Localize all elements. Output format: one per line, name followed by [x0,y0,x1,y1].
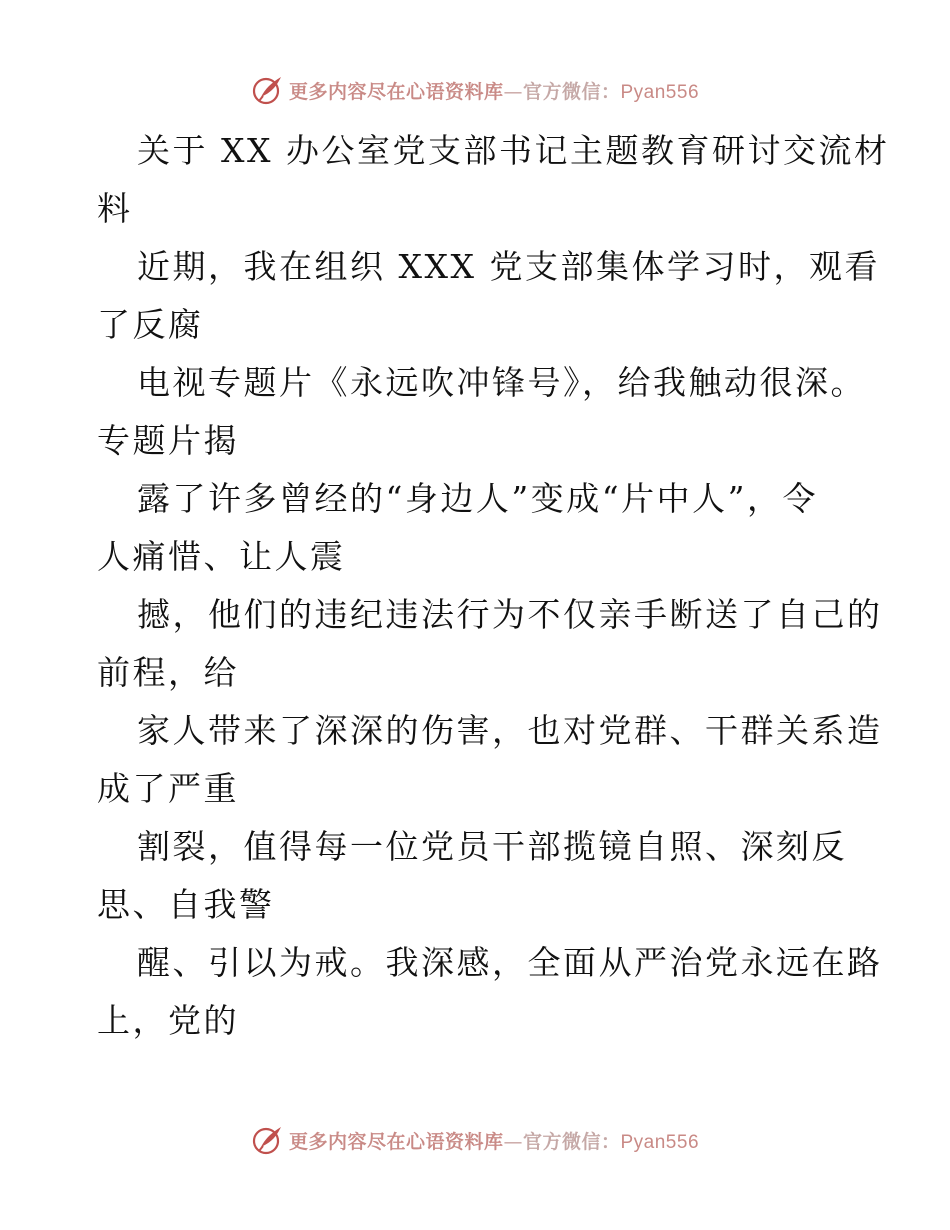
text-line: 家人带来了深深的伤害，也对党群、干群关系造 [137,711,883,750]
watermark-separator: — [503,1130,523,1153]
text-line: 割裂，值得每一位党员干部揽镜自照、深刻反 [137,827,847,866]
text-line: 撼，他们的违纪违法行为不仅亲手断送了自己的 [137,595,883,634]
watermark-main-text: 更多内容尽在心语资料库 [288,1130,504,1153]
text-line: 露了许多曾经的“身边人”变成“片中人”，令 [137,479,818,518]
watermark-wechat-id: Pyan556 [620,81,700,103]
document-body [97,122,890,1050]
watermark-main-text: 更多内容尽在心语资料库 [288,80,504,103]
watermark-text [289,77,699,104]
header-watermark [0,70,950,110]
watermark-wechat-label: 官方微信： [522,1130,621,1153]
text-line: 醒、引以为戒。我深感，全面从严治党永远在路 [137,943,883,982]
text-line: 关于 XX 办公室党支部书记主题教育研讨交流材 [137,131,890,170]
watermark-wechat-label: 官方微信： [522,80,621,103]
text-line: 上，党的 [97,1001,239,1040]
watermark-wechat-id: Pyan556 [620,1131,700,1153]
text-line: 电视专题片《永远吹冲锋号》，给我触动很深。 [137,363,866,402]
text-line: 料 [97,189,133,228]
text-line: 了反腐 [97,305,204,344]
watermark-separator: — [503,80,523,103]
quill-logo-icon [251,1123,285,1157]
watermark-text [289,1127,699,1154]
text-line: 专题片揭 [97,421,239,460]
footer-watermark [0,1120,950,1160]
text-line: 成了严重 [97,769,239,808]
quill-logo-icon [251,73,285,107]
text-line: 前程，给 [97,653,239,692]
text-line: 思、自我警 [97,885,275,924]
text-line: 近期，我在组织 XXX 党支部集体学习时，观看 [137,247,880,286]
text-line: 人痛惜、让人震 [97,537,346,576]
